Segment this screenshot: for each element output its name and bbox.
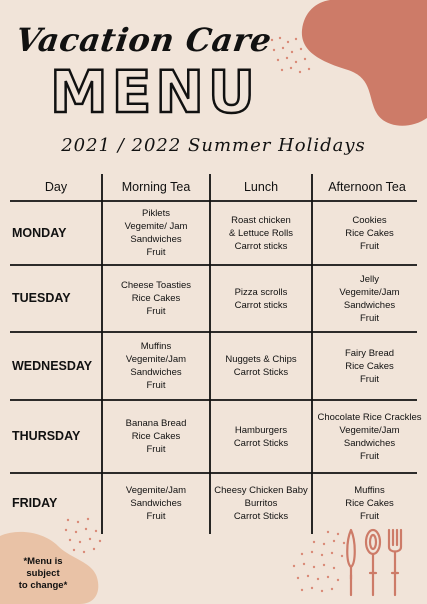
tuesday-lunch: Pizza scrolls Carrot sticks	[234, 286, 288, 311]
thursday-afternoon-tea: Chocolate Rice Crackles Vegemite/Jam Sandwiches Fruit	[317, 411, 422, 462]
title-menu: MENU	[50, 58, 259, 126]
thursday-morning-tea: Banana Bread Rice Cakes Fruit	[125, 418, 187, 455]
column-header-lunch: Lunch	[243, 180, 279, 194]
day-tuesday: TUESDAY	[12, 291, 71, 305]
knife-icon	[347, 530, 355, 595]
wednesday-afternoon-tea: Fairy Bread Rice Cakes Fruit	[344, 347, 395, 385]
day-wednesday: WEDNESDAY	[12, 358, 93, 373]
friday-morning-tea: Vegemite/Jam Sandwiches Fruit	[125, 484, 187, 522]
day-monday: MONDAY	[12, 225, 67, 240]
friday-afternoon-tea: Muffins Rice Cakes Fruit	[345, 484, 394, 522]
wednesday-lunch: Nuggets & Chips Carrot Sticks	[225, 354, 297, 378]
utensils-icon	[343, 527, 405, 597]
wednesday-morning-tea: Muffins Vegemite/Jam Sandwiches Fruit	[125, 341, 187, 391]
column-header-afternoon-tea: Afternoon Tea	[328, 180, 406, 194]
tuesday-morning-tea: Cheese Toasties Rice Cakes Fruit	[120, 280, 192, 317]
thursday-lunch: Hamburgers Carrot Sticks	[233, 424, 289, 449]
day-friday: FRIDAY	[12, 495, 58, 510]
column-header-day: Day	[44, 180, 68, 194]
friday-lunch: Cheesy Chicken Baby Burritos Carrot Sticks	[214, 484, 308, 522]
title-script: Vacation Care	[13, 21, 275, 59]
day-thursday: THURSDAY	[12, 429, 81, 443]
fork-icon	[389, 530, 401, 595]
menu-change-note: *Menu is subject to change*	[18, 556, 68, 591]
column-header-morning-tea: Morning Tea	[121, 180, 191, 194]
monday-afternoon-tea: Cookies Rice Cakes Fruit	[345, 214, 394, 252]
tuesday-afternoon-tea: Jelly Vegemite/Jam Sandwiches Fruit	[339, 273, 400, 324]
monday-lunch: Roast chicken & Lettuce Rolls Carrot sticks	[229, 214, 293, 252]
subtitle: 2021 / 2022 Summer Holidays	[61, 135, 366, 156]
monday-morning-tea: Piklets Vegemite/ Jam Sandwiches Fruit	[124, 208, 188, 258]
spoon-icon	[366, 530, 380, 595]
